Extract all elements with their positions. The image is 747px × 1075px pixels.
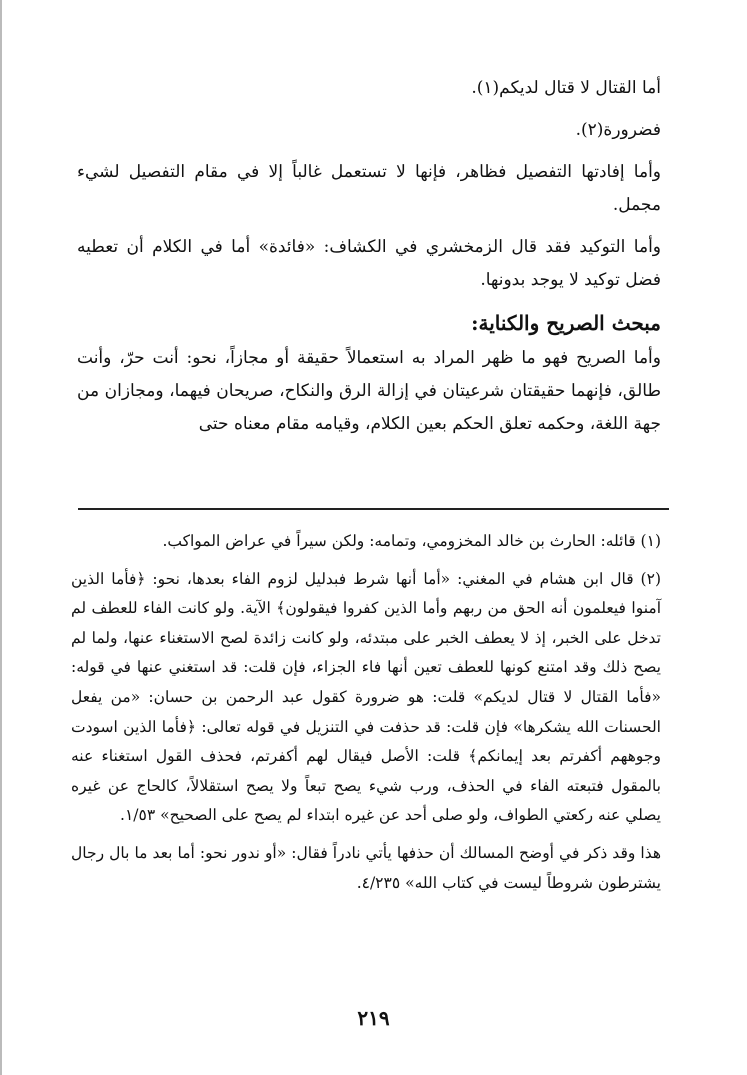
- main-paragraph-verse: أما القتال لا قتال لديكم(١).: [471, 78, 661, 98]
- section-heading: مبحث الصريح والكناية:: [471, 311, 661, 335]
- main-paragraph-emphasis: وأما التوكيد فقد قال الزمخشري في الكشاف: «فائدة» أما في الكلام أن تعطيه فضل توكيد لا يوجد بدونها.: [77, 237, 661, 290]
- footnotes: [71, 527, 661, 906]
- footnote-2-continued: هذا وقد ذكر في أوضح المسالك أن حذفها يأتي نادراً فقال: «أو ندور نحو: أما بعد ما بال رجال يشترطون شروطاً ليست في كتاب الله» ٤/٢٣٥.: [71, 843, 661, 892]
- footnote-2: (٢) قال ابن هشام في المغني: «أما أنها شرط فبدليل لزوم الفاء بعدها، نحو: ﴿فأما الذين آمنوا فيعلمون أنه الحق من ربهم وأما الذين كفروا فيقولون﴾ الآية. ولو كانت الفاء للعطف لم تدخل على الخبر، إذ لا يعطف الخبر على مبتدئه، ولو كانت زائدة لصح الاستغناء عنها، ولما لم يصح ذلك وقد امتنع كونها للعطف تعين أنها فاء الجزاء، فإن قلت: قد استغني عنها في قوله: «فأما القتال لا قتال لديكم» قلت: هو ضرورة كقول عبد الرحمن بن حسان: «من يفعل الحسنات الله يشكرها» فإن قلت: قد حذفت في التنزيل في قوله تعالى: ﴿فأما الذين اسودت وجوههم أكفرتم بعد إيمانكم﴾ قلت: الأصل فيقال لهم أكفرتم، فحذف القول استغناء عنه بالمقول فتبعته الفاء في الحذف، ورب شيء يصح تبعاً ولا يصح استقلالاً، كالحاج عن غيره يصلي عنه ركعتي الطواف، ولو صلى أحد عن غيره ابتداء لم يصح على الصحيح» ١/٥٣.: [71, 569, 661, 825]
- page-number: ٢١٩: [357, 1006, 390, 1030]
- footnote-1: (١) قائله: الحارث بن خالد المخزومي، وتمامه: ولكن سيراً في عراض المواكب.: [162, 532, 661, 550]
- main-paragraph-detail: وأما إفادتها التفصيل فظاهر، فإنها لا تستعمل غالباً إلا في مقام التفصيل لشيء مجمل.: [77, 162, 661, 215]
- footnote-divider: [78, 508, 669, 510]
- main-paragraph-necessity: فضرورة(٢).: [575, 120, 661, 140]
- main-text: [77, 72, 661, 450]
- scan-edge: [0, 0, 2, 1075]
- main-paragraph-explicit: وأما الصريح فهو ما ظهر المراد به استعمالاً حقيقة أو مجازاً، نحو: أنت حرّ، وأنت طالق، فإنهما حقيقتان شرعيتان في إزالة الرق والنكاح، صريحان فيهما، ومجازان من جهة اللغة، وحكمه تعلق الحكم بعين الكلام، وقيامه مقام معناه حتى: [77, 348, 661, 434]
